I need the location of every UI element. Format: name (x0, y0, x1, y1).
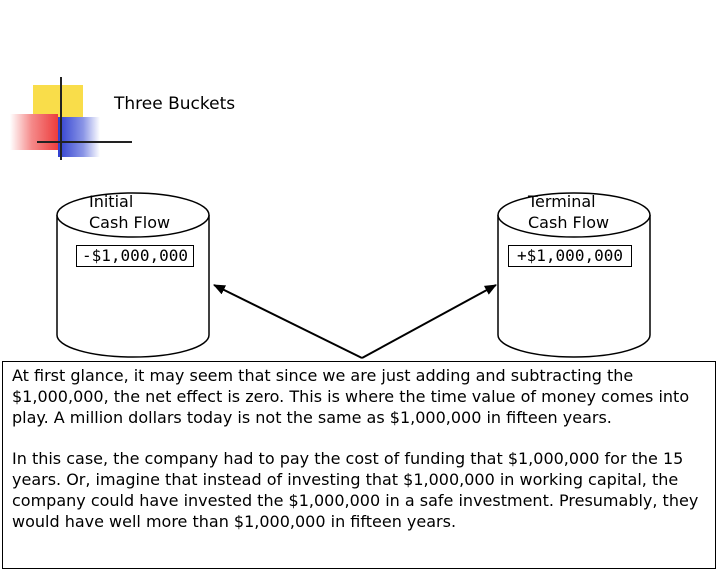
explanation-textbox (2, 361, 716, 569)
bucket-initial-value: -$1,000,000 (76, 245, 194, 267)
arrow-to-initial (214, 285, 362, 358)
bucket-terminal-label: Terminal Cash Flow (528, 192, 610, 232)
bucket-terminal-value: +$1,000,000 (508, 245, 632, 267)
arrow-to-terminal (362, 285, 496, 358)
explanation-paragraph-1: At first glance, it may seem that since we are just adding and subtracting the $1,000,000, the net effect is zero. This is where the time value of money comes into play. A million dollars today is not the same as $1,000,000 in fifteen years. (12, 366, 690, 427)
explanation-paragraph-2: In this case, the company had to pay the cost of funding that $1,000,000 for the 15 years. Or, imagine that instead of investing that $1,000,000 in working capital, the company could have invested the $1,000,000 in a safe investment. Presumably, they would have well more than $1,000,000 in fifteen years. (12, 449, 699, 531)
bucket-initial-label: Initial Cash Flow (89, 192, 171, 232)
slide-title: Three Buckets (114, 94, 236, 114)
